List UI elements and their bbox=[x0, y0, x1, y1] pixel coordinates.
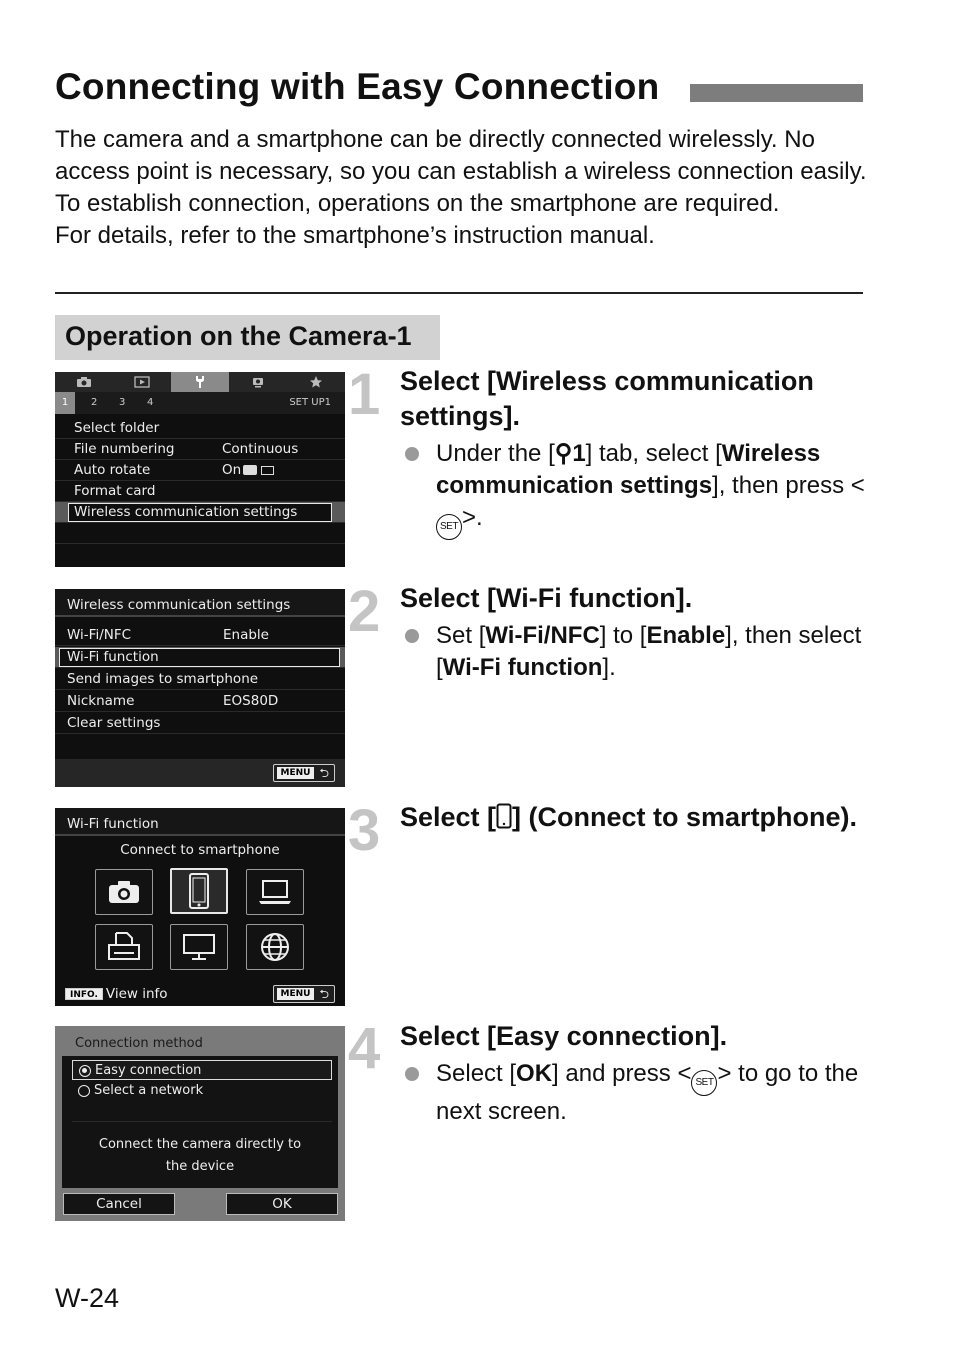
subtab-3: 3 bbox=[119, 397, 126, 408]
step-number-4: 4 bbox=[348, 1016, 381, 1081]
step-4-instruction: Select [OK] and press < SET > to go to the next screen. bbox=[436, 1058, 866, 1128]
printer-function-icon bbox=[95, 924, 153, 970]
subtab-indicator: SET UP1 bbox=[289, 397, 331, 408]
custom-function-tab-icon bbox=[229, 372, 287, 392]
menu-item-format-card: Format card bbox=[55, 481, 345, 502]
option-easy-connection: Easy connection bbox=[72, 1060, 332, 1080]
intro-text bbox=[55, 124, 875, 252]
camera-tab-icon bbox=[55, 372, 113, 392]
view-info-button: INFO. View info bbox=[65, 985, 168, 1003]
menu-back-button: MENU ⮌ bbox=[273, 985, 335, 1003]
menu-back-button: MENU ⮌ bbox=[273, 764, 335, 782]
option-description: Connect the camera directly to the device bbox=[98, 1137, 302, 1174]
menu-item-select-folder: Select folder bbox=[55, 418, 345, 439]
smartphone-function-icon bbox=[170, 868, 228, 914]
cancel-button: Cancel bbox=[63, 1193, 175, 1215]
playback-tab-icon bbox=[113, 372, 171, 392]
subtab-1: 1 bbox=[55, 392, 75, 414]
step-1-title: Select [Wireless communication settings]. bbox=[400, 366, 814, 431]
page-title: Connecting with Easy Connection bbox=[55, 66, 660, 107]
my-menu-star-icon bbox=[287, 372, 345, 392]
menu-item-wifi-nfc: Wi-Fi/NFC Enable bbox=[55, 625, 345, 646]
ok-button: OK bbox=[226, 1193, 338, 1215]
step-number-3: 3 bbox=[348, 798, 381, 863]
camera-screen-wireless-settings bbox=[55, 589, 345, 787]
options-panel bbox=[62, 1056, 338, 1188]
step-number-1: 1 bbox=[348, 362, 381, 427]
screen-header: Wireless communication settings bbox=[55, 589, 345, 617]
info-button-icon: INFO. bbox=[65, 988, 103, 1000]
menu-tab-row bbox=[55, 372, 345, 392]
wrench-icon: ⚲ bbox=[554, 440, 573, 467]
step-2-instruction: Set [Wi-Fi/NFC] to [Enable], then select [Wi-Fi function]. bbox=[436, 620, 866, 684]
screen-header: Wi-Fi function bbox=[55, 808, 345, 836]
step-number-2: 2 bbox=[348, 579, 381, 644]
bullet-icon bbox=[405, 629, 419, 643]
screen-title: Connection method bbox=[75, 1036, 203, 1051]
section-divider bbox=[55, 292, 863, 294]
menu-item-wireless-communication-settings: Wireless communication settings bbox=[55, 502, 345, 523]
page-number: W-24 bbox=[55, 1283, 120, 1313]
intro-paragraph-2-line-1: To establish connection, operations on the smartphone are required. bbox=[55, 190, 780, 217]
camera-screen-setup-menu bbox=[55, 372, 345, 567]
camera-screen-connection-method bbox=[55, 1026, 345, 1221]
smartphone-icon bbox=[496, 803, 512, 829]
radio-selected-icon bbox=[79, 1065, 91, 1077]
camera-screen-wifi-function bbox=[55, 808, 345, 1006]
menu-empty-row bbox=[55, 524, 345, 544]
radio-unselected-icon bbox=[78, 1085, 90, 1097]
intro-paragraph-2-line-2: For details, refer to the smartphone’s instruction manual. bbox=[55, 222, 655, 249]
step-4-title: Select [Easy connection]. bbox=[400, 1021, 728, 1051]
menu-subtabs bbox=[55, 392, 345, 414]
step-1-instruction: Under the [⚲1] tab, select [Wireless communication settings], then press <SET >. bbox=[436, 438, 866, 540]
step-3-title: Select [ ] (Connect to smartphone). bbox=[400, 802, 858, 832]
computer-function-icon bbox=[246, 869, 304, 915]
bullet-icon bbox=[405, 1067, 419, 1081]
menu-item-nickname: Nickname EOS80D bbox=[55, 691, 345, 712]
camera-icon bbox=[243, 465, 257, 475]
return-arrow-icon: ⮌ bbox=[319, 766, 329, 780]
set-button-icon: SET bbox=[691, 1070, 717, 1096]
screen-footer bbox=[55, 759, 345, 787]
selected-function-label: Connect to smartphone bbox=[120, 842, 280, 858]
computer-icon bbox=[261, 466, 274, 475]
title-decor-bar bbox=[690, 84, 863, 102]
menu-item-auto-rotate: Auto rotate On bbox=[55, 460, 345, 481]
menu-item-wifi-function: Wi-Fi function bbox=[55, 647, 345, 668]
menu-item-file-numbering: File numbering Continuous bbox=[55, 439, 345, 460]
menu-item-send-images: Send images to smartphone bbox=[55, 669, 345, 690]
step-2-title: Select [Wi-Fi function]. bbox=[400, 583, 693, 613]
web-service-globe-icon bbox=[246, 924, 304, 970]
subtab-2: 2 bbox=[91, 397, 98, 408]
option-select-network: Select a network bbox=[72, 1081, 332, 1101]
setup-tab-wrench-icon bbox=[171, 372, 229, 392]
subtab-4: 4 bbox=[147, 397, 154, 408]
section-heading: Operation on the Camera-1 bbox=[55, 315, 440, 360]
display-function-icon bbox=[170, 924, 228, 970]
intro-paragraph-1: The camera and a smartphone can be directly connected wirelessly. No access point is necessary, so you can establish a wireless connection easily. bbox=[55, 126, 867, 185]
set-button-icon: SET bbox=[436, 514, 462, 540]
bullet-icon bbox=[405, 447, 419, 461]
return-arrow-icon: ⮌ bbox=[319, 987, 329, 1001]
camera-function-icon bbox=[95, 869, 153, 915]
menu-item-clear-settings: Clear settings bbox=[55, 713, 345, 734]
